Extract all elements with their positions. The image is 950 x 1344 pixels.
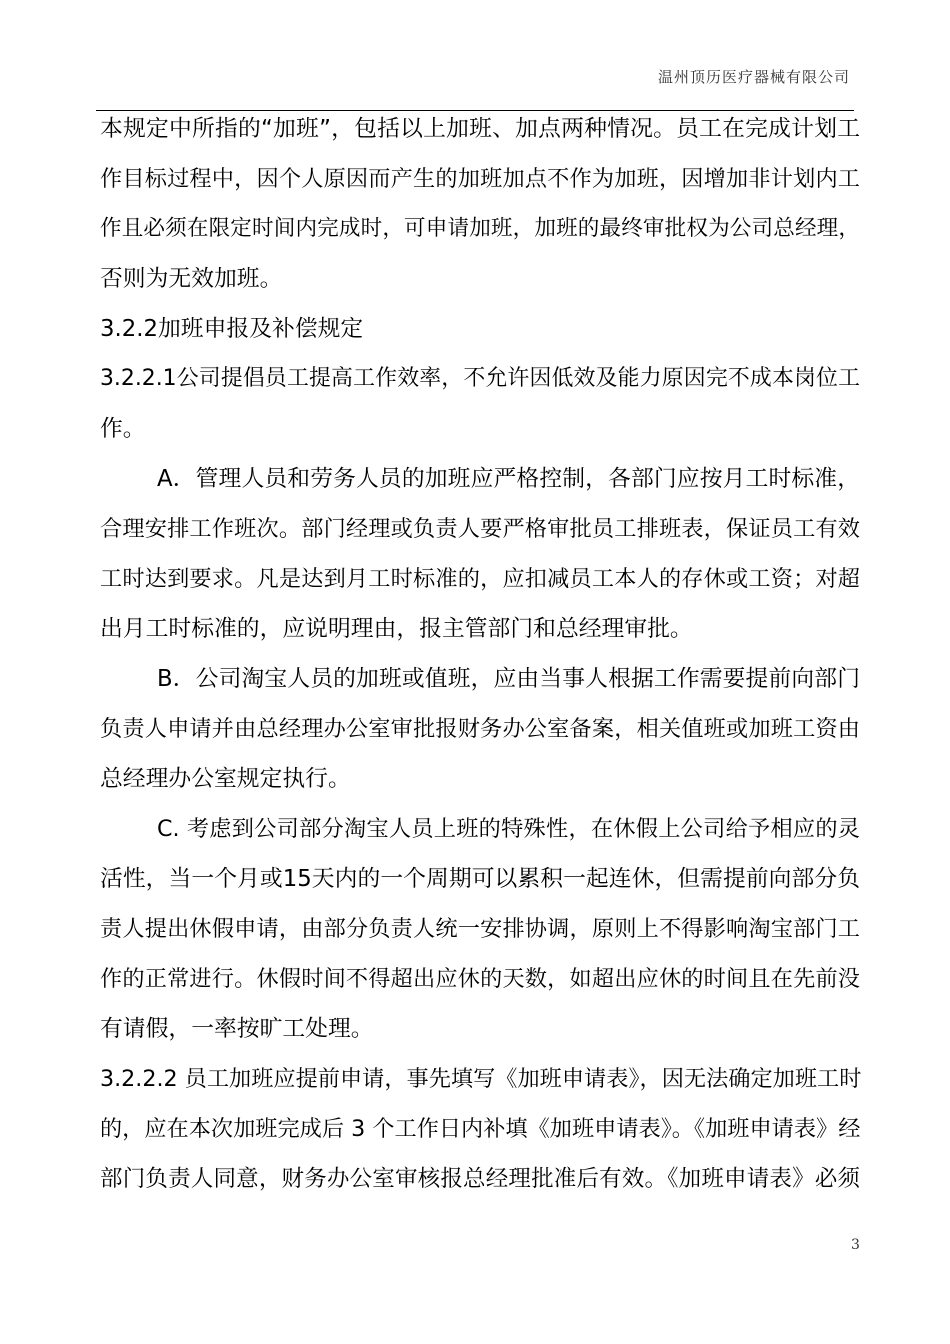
text-line: 活性，当一个月或15天内的一个周期可以累积一起连休，但需提前向部分负 xyxy=(100,866,860,892)
text-line: 合理安排工作班次。部门经理或负责人要严格审批员工排班表，保证员工有效 xyxy=(100,516,860,542)
text-line: B．公司淘宝人员的加班或值班，应由当事人根据工作需要提前向部门 xyxy=(157,666,860,692)
text-line: 工时达到要求。凡是达到月工时标准的，应扣减员工本人的存休或工资；对超 xyxy=(100,566,860,592)
section-heading: 3.2.2加班申报及补偿规定 xyxy=(100,316,364,342)
text-line: 否则为无效加班。 xyxy=(100,266,283,292)
text-line: 3.2.2.2 员工加班应提前申请，事先填写《加班申请表》，因无法确定加班工时 xyxy=(100,1066,862,1092)
text-line: 作的正常进行。休假时间不得超出应休的天数，如超出应休的时间且在先前没 xyxy=(100,966,860,992)
text-line: 出月工时标准的，应说明理由，报主管部门和总经理审批。 xyxy=(100,616,693,642)
text-line: 3.2.2.1公司提倡员工提高工作效率，不允许因低效及能力原因完不成本岗位工 xyxy=(100,366,860,391)
text-line: 作。 xyxy=(100,416,146,442)
header-company-name: 温州顶历医疗器械有限公司 xyxy=(657,68,850,86)
text-line: 的，应在本次加班完成后 3 个工作日内补填《加班申请表》。《加班申请表》经 xyxy=(100,1116,861,1142)
text-line: 作目标过程中，因个人原因而产生的加班加点不作为加班，因增加非计划内工 xyxy=(100,166,860,192)
text-line: C. 考虑到公司部分淘宝人员上班的特殊性，在休假上公司给予相应的灵 xyxy=(157,816,860,842)
page-number: 3 xyxy=(851,1237,860,1253)
document-body xyxy=(100,104,860,1204)
text-line: 总经理办公室规定执行。 xyxy=(100,766,351,792)
text-line: 作且必须在限定时间内完成时，可申请加班，加班的最终审批权为公司总经理， xyxy=(100,216,860,241)
text-line: A．管理人员和劳务人员的加班应严格控制，各部门应按月工时标准， xyxy=(157,466,860,492)
text-line: 本规定中所指的“加班”，包括以上加班、加点两种情况。员工在完成计划工 xyxy=(100,116,860,142)
text-line: 责人提出休假申请，由部分负责人统一安排协调，原则上不得影响淘宝部门工 xyxy=(100,916,860,942)
text-line: 有请假，一率按旷工处理。 xyxy=(100,1016,374,1042)
text-line: 部门负责人同意，财务办公室审核报总经理批准后有效。《加班申请表》必须 xyxy=(100,1166,860,1192)
text-line: 负责人申请并由总经理办公室审批报财务办公室备案，相关值班或加班工资由 xyxy=(100,716,860,742)
